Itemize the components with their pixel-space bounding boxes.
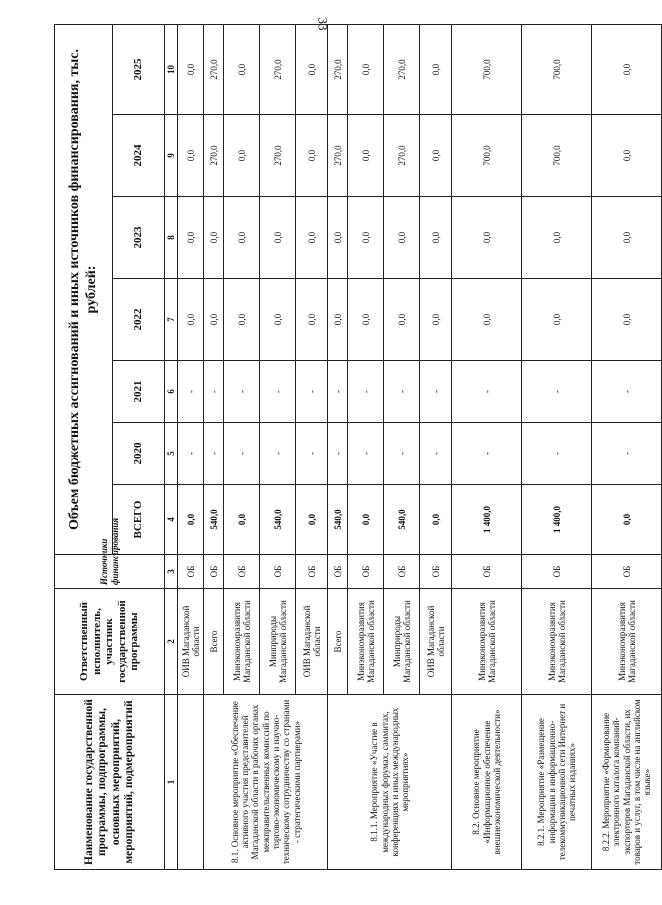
year-value-cell: 0,0 xyxy=(348,197,384,279)
header-total: ВСЕГО xyxy=(113,485,165,555)
year-value-cell: - xyxy=(384,361,420,423)
year-value-cell: 0,0 xyxy=(260,279,296,361)
year-value-cell: - xyxy=(260,361,296,423)
year-value-cell: 0,0 xyxy=(420,25,452,115)
year-value-cell: 0,0 xyxy=(296,25,328,115)
table-row xyxy=(328,25,348,870)
executor-cell: Минприроды Магаданской области xyxy=(384,589,420,695)
year-value-cell: 0,0 xyxy=(296,197,328,279)
total-cell: 540,0 xyxy=(204,485,224,555)
year-value-cell: 0,0 xyxy=(420,197,452,279)
year-value-cell: 700,0 xyxy=(522,115,592,197)
year-value-cell: - xyxy=(452,361,522,423)
year-value-cell: 270,0 xyxy=(328,115,348,197)
column-number: 5 xyxy=(165,423,178,485)
source-cell: ОБ xyxy=(592,555,662,589)
table-row xyxy=(178,25,204,870)
rotated-page xyxy=(54,25,653,870)
year-value-cell: - xyxy=(348,361,384,423)
column-number: 4 xyxy=(165,485,178,555)
year-value-cell: 0,0 xyxy=(260,197,296,279)
year-value-cell: 0,0 xyxy=(224,279,260,361)
year-value-cell: 0,0 xyxy=(296,279,328,361)
total-cell: 0,0 xyxy=(178,485,204,555)
column-number: 7 xyxy=(165,279,178,361)
year-value-cell: 0,0 xyxy=(224,115,260,197)
year-value-cell: 0,0 xyxy=(348,279,384,361)
year-value-cell: 0,0 xyxy=(348,25,384,115)
executor-cell: Всего xyxy=(204,589,224,695)
executor-cell: ОИВ Магаданской области xyxy=(420,589,452,695)
table-row xyxy=(592,25,662,870)
year-value-cell: - xyxy=(348,423,384,485)
year-value-cell: 0,0 xyxy=(328,279,348,361)
header-year: 2025 xyxy=(113,25,165,115)
header-executor: Ответственный исполнитель, участник государственной программы xyxy=(55,589,165,695)
year-value-cell: - xyxy=(260,423,296,485)
executor-cell: Минэкономразвития Магаданской области xyxy=(348,589,384,695)
activity-name: 8.1.1. Мероприятие «Участие в международных форумах, саммитах, конференциях и иных международных мероприятиях» xyxy=(328,695,452,870)
year-value-cell: - xyxy=(328,361,348,423)
header-year: 2020 xyxy=(113,423,165,485)
year-value-cell: - xyxy=(204,423,224,485)
table-row xyxy=(522,25,592,870)
source-cell: ОБ xyxy=(178,555,204,589)
year-value-cell: 0,0 xyxy=(178,197,204,279)
year-value-cell: 0,0 xyxy=(420,279,452,361)
year-value-cell: 270,0 xyxy=(260,25,296,115)
header-year: 2024 xyxy=(113,115,165,197)
source-cell: ОБ xyxy=(224,555,260,589)
year-value-cell: 0,0 xyxy=(384,279,420,361)
activity-name: 8.2.2. Мероприятие «Формирование электронного каталога компаний-экспортеров Магаданской области, их товаров и услуг, в том числе на английском языке» xyxy=(592,695,662,870)
year-value-cell: 270,0 xyxy=(204,115,224,197)
year-value-cell: - xyxy=(420,361,452,423)
year-value-cell: 0,0 xyxy=(178,25,204,115)
year-value-cell: - xyxy=(452,423,522,485)
header-year: 2022 xyxy=(113,279,165,361)
year-value-cell: - xyxy=(384,423,420,485)
year-value-cell: 0,0 xyxy=(592,197,662,279)
year-value-cell: 0,0 xyxy=(204,197,224,279)
total-cell: 0,0 xyxy=(592,485,662,555)
year-value-cell: 0,0 xyxy=(178,279,204,361)
year-value-cell: 0,0 xyxy=(384,197,420,279)
source-cell: ОБ xyxy=(204,555,224,589)
executor-cell: ОИВ Магаданской области xyxy=(178,589,204,695)
executor-cell: Минприроды Магаданской области xyxy=(260,589,296,695)
year-value-cell: 0,0 xyxy=(328,197,348,279)
total-cell: 0,0 xyxy=(420,485,452,555)
source-cell: ОБ xyxy=(348,555,384,589)
page-number: 33 xyxy=(315,17,331,31)
year-value-cell: - xyxy=(296,361,328,423)
year-value-cell: 0,0 xyxy=(522,197,592,279)
source-cell: ОБ xyxy=(384,555,420,589)
header-source: Источники финансирования xyxy=(55,555,165,589)
total-cell: 0,0 xyxy=(224,485,260,555)
total-cell: 1 400,0 xyxy=(452,485,522,555)
year-value-cell: - xyxy=(178,423,204,485)
executor-cell: Минэкономразвития Магаданской области xyxy=(522,589,592,695)
year-value-cell: 270,0 xyxy=(204,25,224,115)
total-cell: 540,0 xyxy=(260,485,296,555)
year-value-cell: 700,0 xyxy=(452,25,522,115)
year-value-cell: - xyxy=(592,423,662,485)
total-cell: 540,0 xyxy=(328,485,348,555)
total-cell: 0,0 xyxy=(296,485,328,555)
header-volume: Объем бюджетных ассигнований и иных источников финансирования, тыс. рублей: xyxy=(55,25,113,555)
year-value-cell: 0,0 xyxy=(452,197,522,279)
total-cell: 540,0 xyxy=(384,485,420,555)
year-value-cell: 0,0 xyxy=(592,25,662,115)
source-cell: ОБ xyxy=(522,555,592,589)
executor-cell: ОИВ Магаданской области xyxy=(296,589,328,695)
total-cell: 1 400,0 xyxy=(522,485,592,555)
table-row xyxy=(204,25,224,870)
year-value-cell: 270,0 xyxy=(384,115,420,197)
year-value-cell: - xyxy=(420,423,452,485)
year-value-cell: 0,0 xyxy=(522,279,592,361)
year-value-cell: 0,0 xyxy=(178,115,204,197)
year-value-cell: - xyxy=(328,423,348,485)
total-cell: 0,0 xyxy=(348,485,384,555)
year-value-cell: - xyxy=(522,361,592,423)
executor-cell: Всего xyxy=(328,589,348,695)
executor-cell: Минэкономразвития Магаданской области xyxy=(452,589,522,695)
year-value-cell: 700,0 xyxy=(522,25,592,115)
year-value-cell: - xyxy=(178,361,204,423)
year-value-cell: 0,0 xyxy=(348,115,384,197)
year-value-cell: - xyxy=(204,361,224,423)
year-value-cell: - xyxy=(224,423,260,485)
header-year: 2023 xyxy=(113,197,165,279)
executor-cell: Минэкономразвития Магаданской области xyxy=(224,589,260,695)
year-value-cell: 0,0 xyxy=(452,279,522,361)
column-number: 2 xyxy=(165,589,178,695)
header-year: 2021 xyxy=(113,361,165,423)
column-number: 10 xyxy=(165,25,178,115)
year-value-cell: 270,0 xyxy=(328,25,348,115)
source-cell: ОБ xyxy=(452,555,522,589)
year-value-cell: - xyxy=(522,423,592,485)
column-number: 1 xyxy=(165,695,178,870)
year-value-cell: 0,0 xyxy=(224,197,260,279)
year-value-cell: 0,0 xyxy=(204,279,224,361)
source-cell: ОБ xyxy=(296,555,328,589)
budget-table xyxy=(54,24,662,870)
header-name: Наименование государственной программы, подпрограммы, основных мероприятий, мероприятий, подмероприятий xyxy=(55,695,165,870)
column-number: 9 xyxy=(165,115,178,197)
year-value-cell: 0,0 xyxy=(224,25,260,115)
table-body xyxy=(178,25,662,870)
activity-name: 8.2.1. Мероприятие «Размещение информации в информационно-телекоммуникационной сети Интернет и печатных изданиях» xyxy=(522,695,592,870)
source-cell: ОБ xyxy=(260,555,296,589)
year-value-cell: 270,0 xyxy=(260,115,296,197)
source-cell: ОБ xyxy=(328,555,348,589)
year-value-cell: - xyxy=(592,361,662,423)
column-number: 8 xyxy=(165,197,178,279)
year-value-cell: - xyxy=(296,423,328,485)
executor-cell: Минэкономразвития Магаданской области xyxy=(592,589,662,695)
year-value-cell: 0,0 xyxy=(296,115,328,197)
year-value-cell: 0,0 xyxy=(592,115,662,197)
column-number: 3 xyxy=(165,555,178,589)
source-cell: ОБ xyxy=(420,555,452,589)
activity-name xyxy=(178,695,204,870)
year-value-cell: 0,0 xyxy=(592,279,662,361)
activity-name: 8.1. Основное мероприятие «Обеспечение активного участия представителей Магаданской области в рабочих органах межправительственных комиссий по торгово-экономическому и научно-техническому сотрудничеству со странами - стратегическими партнерами» xyxy=(204,695,328,870)
activity-name: 8.2. Основное мероприятие «Информационное обеспечение внешнеэкономической деятельности» xyxy=(452,695,522,870)
column-number: 6 xyxy=(165,361,178,423)
year-value-cell: 270,0 xyxy=(384,25,420,115)
table-row xyxy=(452,25,522,870)
year-value-cell: - xyxy=(224,361,260,423)
year-value-cell: 700,0 xyxy=(452,115,522,197)
year-value-cell: 0,0 xyxy=(420,115,452,197)
